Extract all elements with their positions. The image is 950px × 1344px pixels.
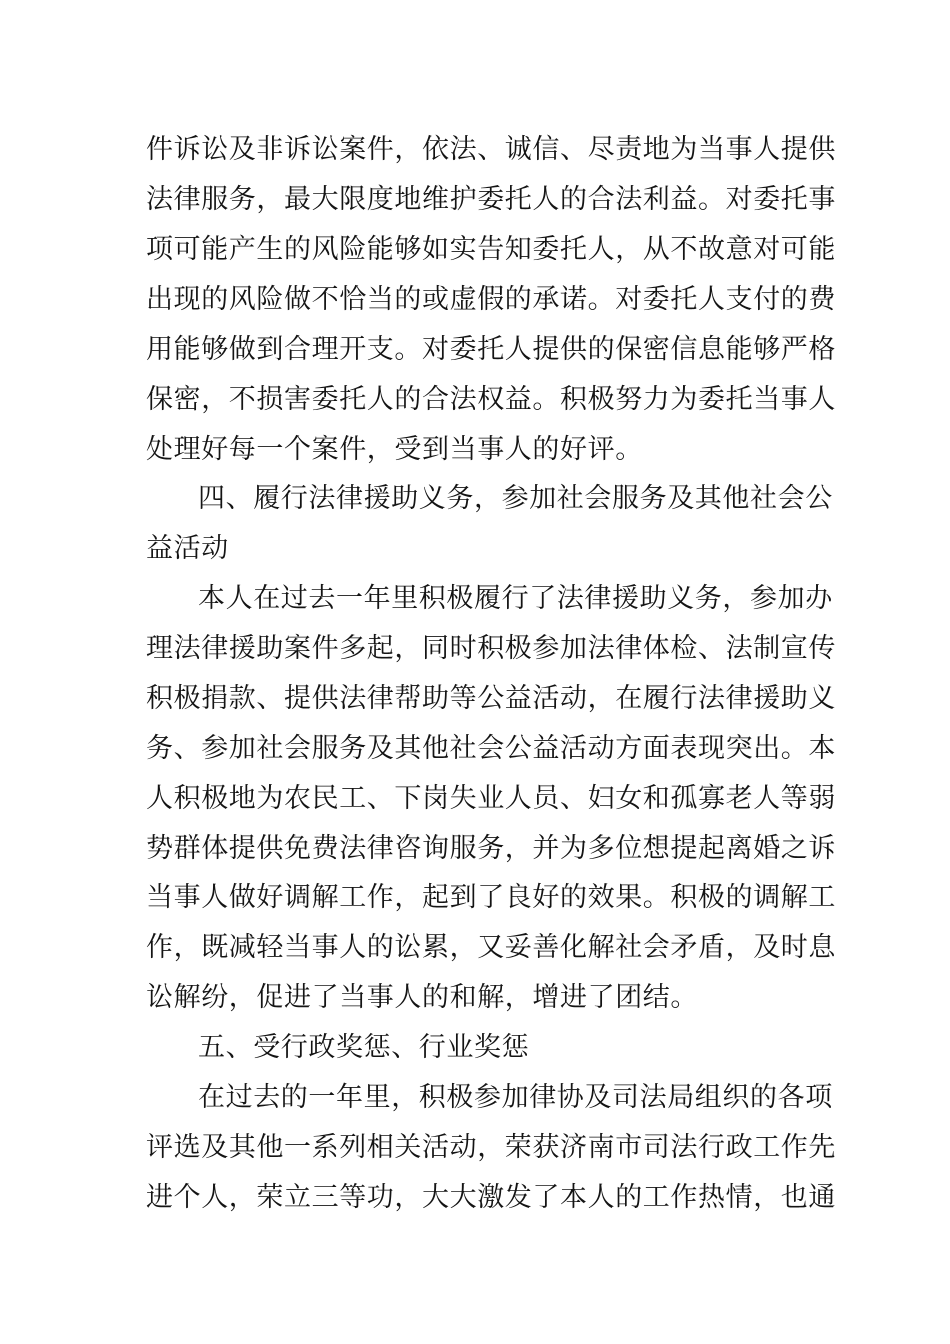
section-heading-five: 五、受行政奖惩、行业奖惩 [198,1032,530,1063]
text-line: 势群体提供免费法律咨询服务，并为多位想提起离婚之诉 [146,833,836,864]
text-line: 务、参加社会服务及其他社会公益活动方面表现突出。本 [146,733,836,764]
text-line: 本人在过去一年里积极履行了法律援助义务，参加办 [198,583,833,614]
text-line: 项可能产生的风险能够如实告知委托人，从不故意对可能 [146,234,836,265]
section-heading-four: 四、履行法律援助义务，参加社会服务及其他社会公 [198,483,833,514]
text-line: 评选及其他一系列相关活动，荣获济南市司法行政工作先 [146,1132,836,1163]
text-line: 保密，不损害委托人的合法权益。积极努力为委托当事人 [146,384,836,415]
text-line: 讼解纷，促进了当事人的和解，增进了团结。 [146,982,698,1013]
text-line: 用能够做到合理开支。对委托人提供的保密信息能够严格 [146,334,836,365]
text-line: 处理好每一个案件，受到当事人的好评。 [146,434,643,465]
text-line: 人积极地为农民工、下岗失业人员、妇女和孤寡老人等弱 [146,783,836,814]
text-line: 出现的风险做不恰当的或虚假的承诺。对委托人支付的费 [146,284,836,315]
text-line: 积极捐款、提供法律帮助等公益活动，在履行法律援助义 [146,683,836,714]
text-line: 当事人做好调解工作，起到了良好的效果。积极的调解工 [146,882,836,913]
text-line: 进个人，荣立三等功，大大激发了本人的工作热情，也通 [146,1182,836,1213]
text-line: 件诉讼及非诉讼案件，依法、诚信、尽责地为当事人提供 [146,134,836,165]
text-line: 作，既减轻当事人的讼累，又妥善化解社会矛盾，及时息 [146,932,836,963]
text-line: 理法律援助案件多起，同时积极参加法律体检、法制宣传 [146,633,836,664]
section-heading-four-continued: 益活动 [146,533,229,564]
text-line: 法律服务，最大限度地维护委托人的合法利益。对委托事 [146,184,836,215]
text-line: 在过去的一年里，积极参加律协及司法局组织的各项 [198,1082,833,1113]
